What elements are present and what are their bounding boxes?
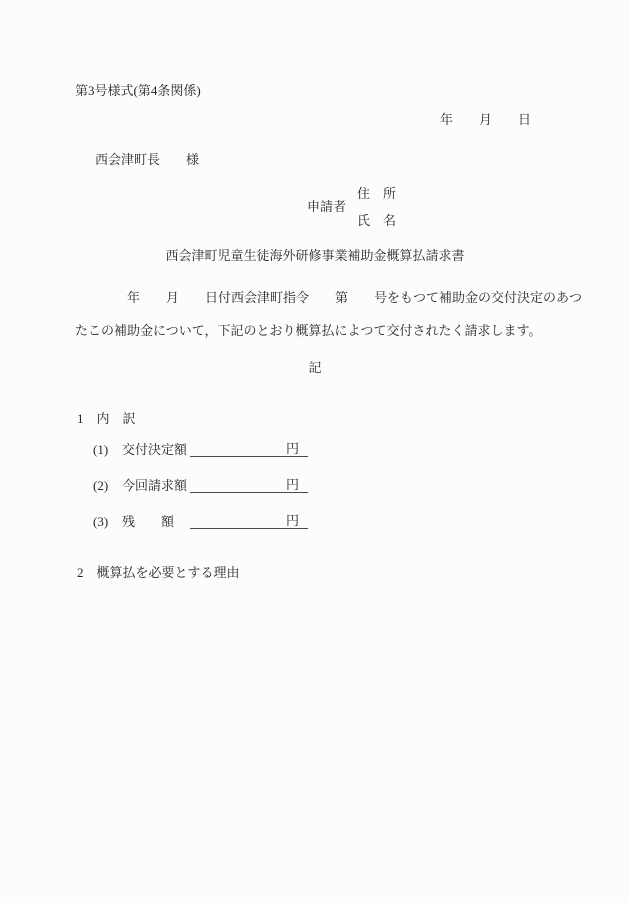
addressee-line: 西会津町長 様 xyxy=(95,152,200,167)
applicant-label: 申請者 xyxy=(307,199,347,215)
applicant-fields xyxy=(357,187,396,229)
unit-label: 円 xyxy=(285,441,299,456)
item-label: 残 額 xyxy=(122,514,175,529)
amount-row-requested xyxy=(93,478,308,493)
item-label: 交付決定額 xyxy=(122,442,188,457)
date-line: 年 月 日 xyxy=(440,112,532,127)
item-number: (3) xyxy=(93,514,109,529)
body-paragraph-line-1: 年 月 日付西会津町指令 第 号をもつて補助金の交付決定のあつ xyxy=(75,290,583,305)
applicant-block xyxy=(307,187,396,229)
body-paragraph-line-2: たこの補助金について，下記のとおり概算払によつて交付されたく請求します。 xyxy=(75,323,542,338)
item-label: 今回請求額 xyxy=(122,478,188,493)
unit-label: 円 xyxy=(285,477,299,492)
record-mark: 記 xyxy=(308,360,322,375)
item-number: (2) xyxy=(93,478,109,493)
amount-blank-line xyxy=(190,442,308,457)
section1-heading: 1 内 訳 xyxy=(77,411,136,426)
applicant-address-label: 住 所 xyxy=(357,186,397,201)
amount-blank-line xyxy=(190,478,308,493)
document-title: 西会津町児童生徒海外研修事業補助金概算払請求書 xyxy=(165,248,465,263)
amount-blank-line xyxy=(190,514,308,529)
applicant-name-label: 氏 名 xyxy=(357,212,397,228)
section2-heading: 2 概算払を必要とする理由 xyxy=(77,565,240,580)
form-number: 第3号様式(第4条関係) xyxy=(75,83,201,98)
amount-row-balance xyxy=(93,514,308,529)
unit-label: 円 xyxy=(285,513,299,528)
item-number: (1) xyxy=(93,442,109,457)
amount-row-decided xyxy=(93,442,308,457)
